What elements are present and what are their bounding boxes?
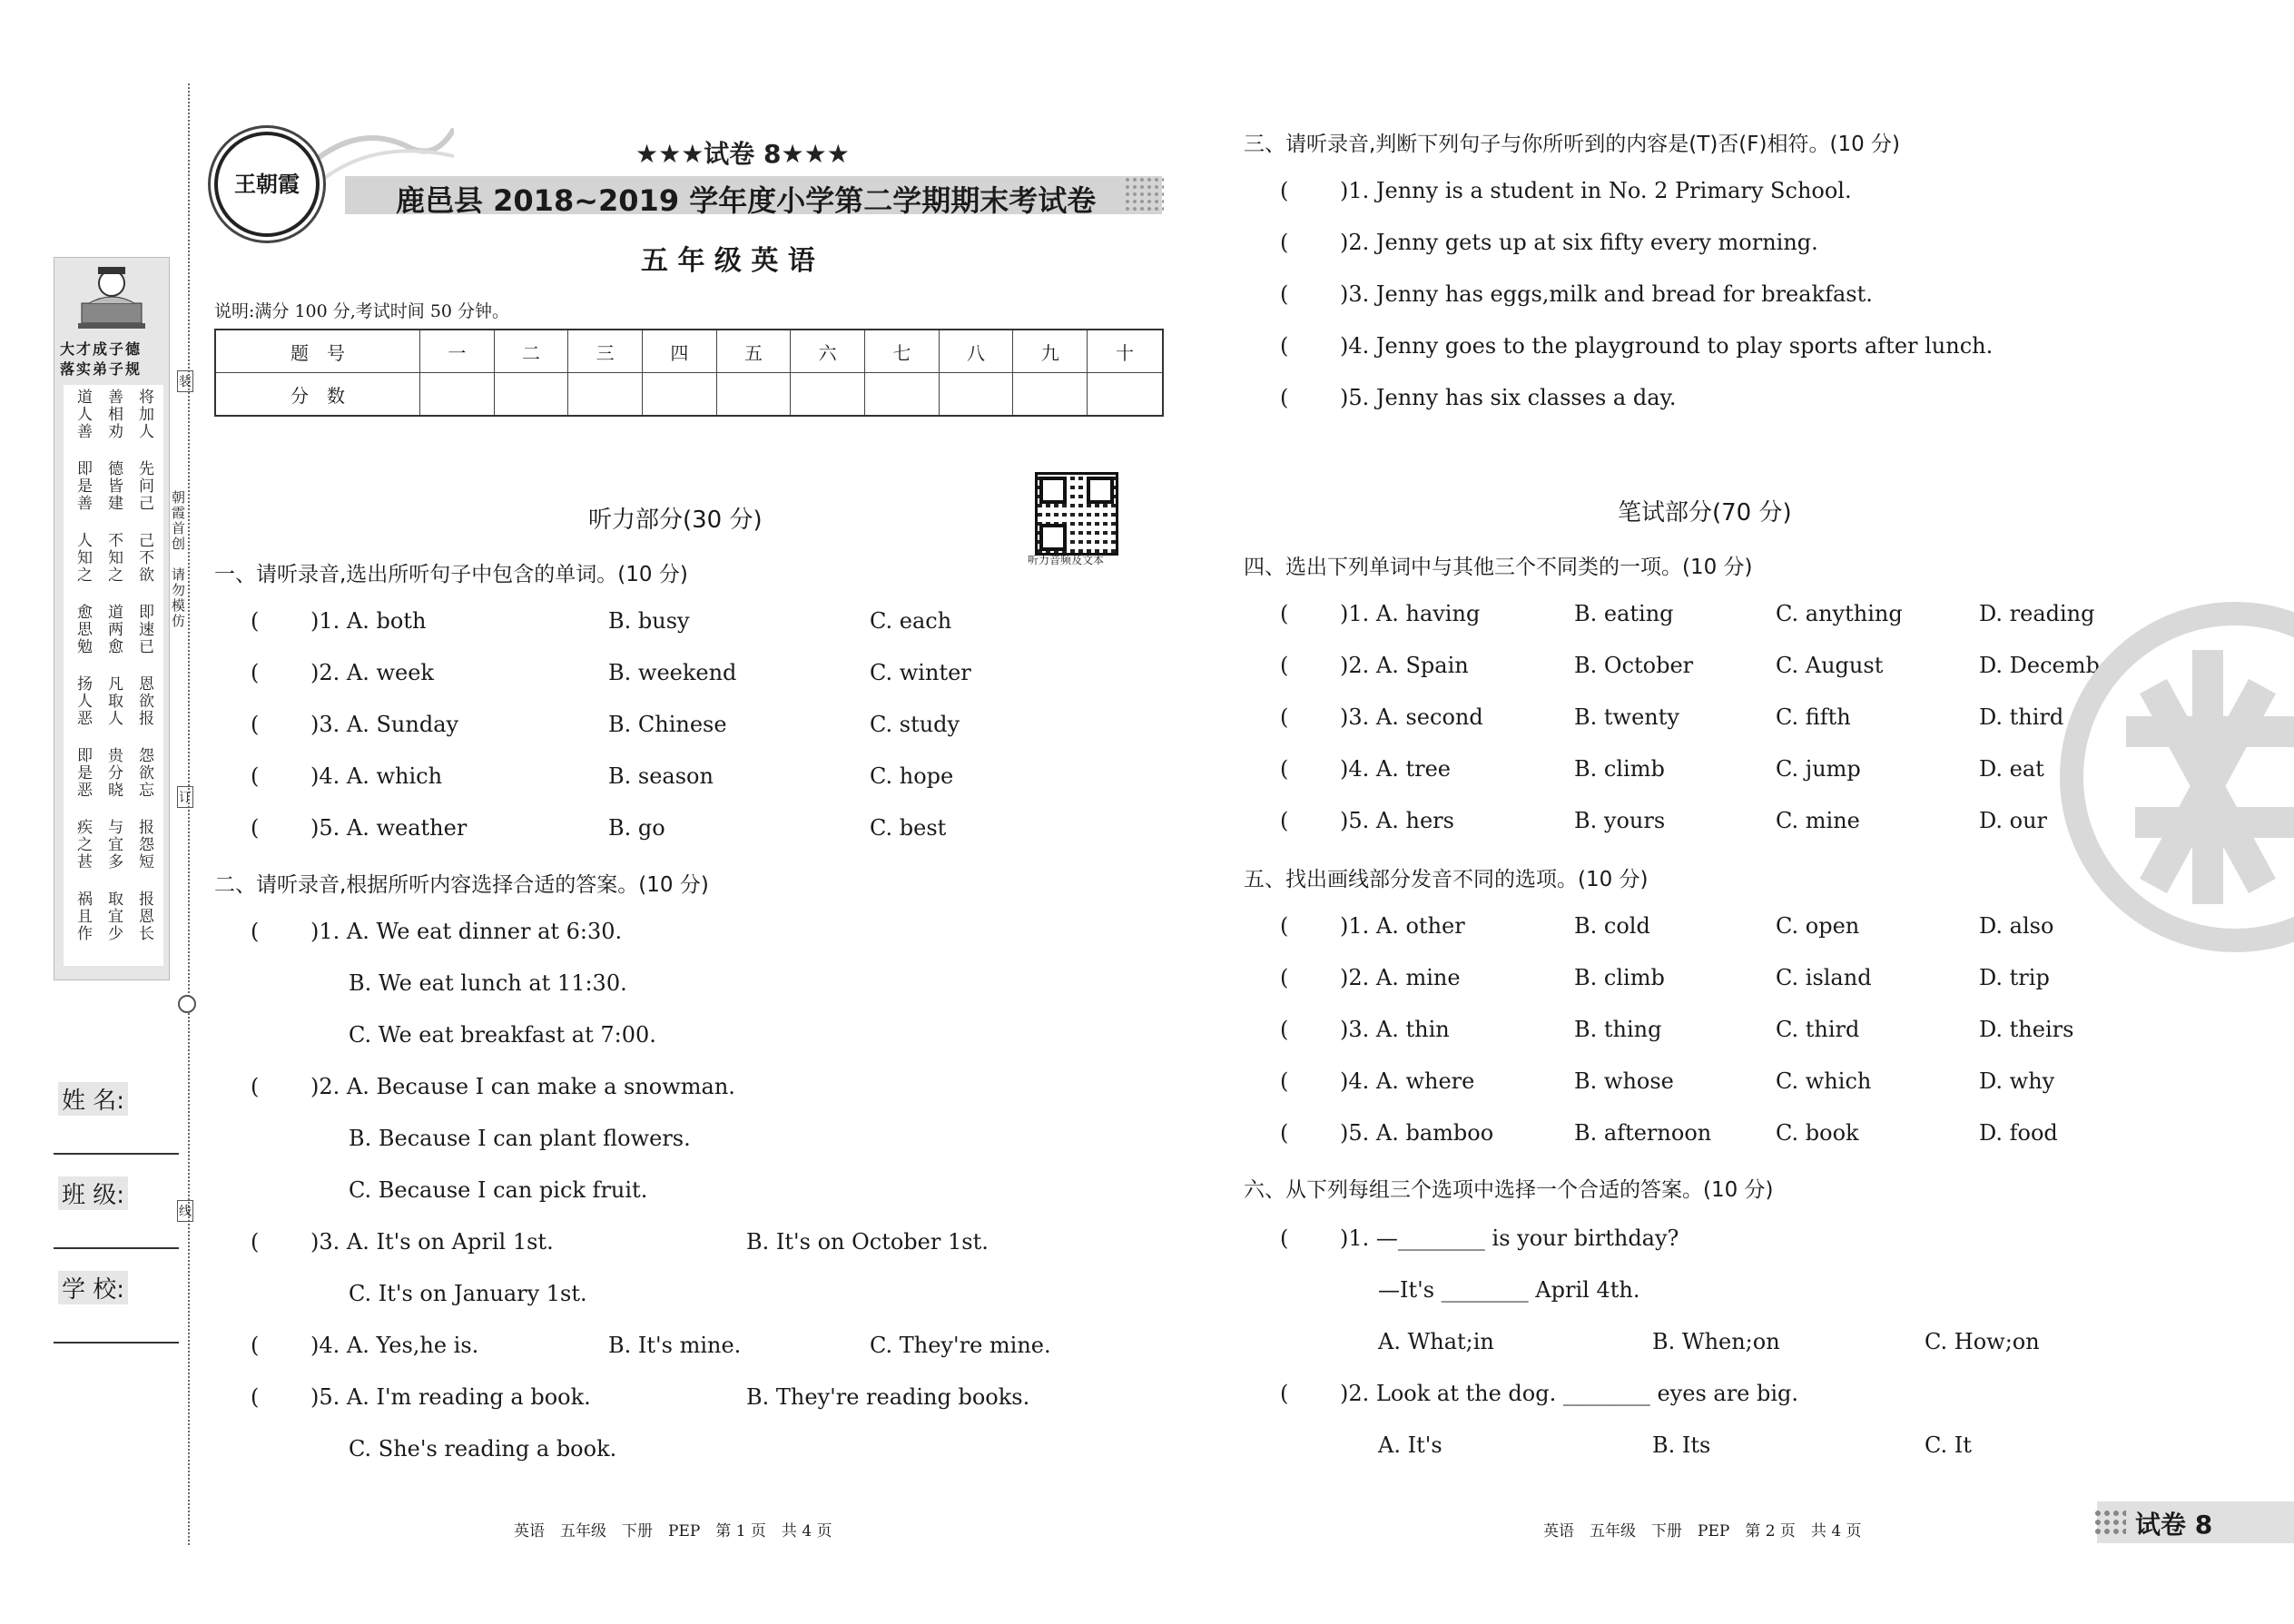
binding-label-2: 订 [177, 786, 193, 808]
answer-blank[interactable]: ( [1280, 385, 1289, 410]
qr-caption: 听力音频及文本 [1028, 554, 1105, 566]
list-item: )1. A. We eat dinner at 6:30. [310, 919, 623, 944]
option-a: )5. A. weather [310, 815, 468, 841]
answer-blank[interactable]: ( [1280, 1225, 1289, 1251]
option-b: B. October [1574, 653, 1694, 678]
part2-title: 二、请听录音,根据所听内容选择合适的答案。(10 分) [214, 873, 709, 897]
list-item: C. Because I can pick fruit. [349, 1177, 648, 1203]
option-c: C. jump [1776, 756, 1861, 782]
answer-blank[interactable]: ( [1280, 178, 1289, 203]
score-header-cell: 四 [643, 330, 717, 373]
paper-title: 鹿邑县 2018~2019 学年度小学第二学期期末考试卷 [396, 183, 1097, 218]
option-a: )3. A. Sunday [310, 712, 459, 737]
list-item: B. It's on October 1st. [746, 1229, 989, 1255]
list-item: C. They're mine. [870, 1333, 1051, 1358]
writing-heading: 笔试部分(70 分) [1618, 499, 1792, 527]
option-a: )1. A. having [1340, 601, 1481, 626]
list-item: C. It's on January 1st. [349, 1281, 587, 1306]
list-item: )4. Jenny goes to the playground to play sports after lunch. [1340, 333, 1994, 359]
option-d: D. third [1979, 704, 2064, 730]
option-c: C. August [1776, 653, 1884, 678]
list-item: B. It's mine. [608, 1333, 742, 1358]
list-item: )5. Jenny has six classes a day. [1340, 385, 1677, 410]
option-c: C. which [1776, 1068, 1872, 1094]
listening-heading: 听力部分(30 分) [588, 507, 763, 534]
part4-title: 四、选出下列单词中与其他三个不同类的一项。(10 分) [1244, 556, 1753, 579]
maxim-column: 怨欲忘 [135, 747, 153, 799]
sidebar-panel [54, 257, 170, 980]
class-field[interactable] [54, 1247, 179, 1249]
maxims [64, 385, 163, 966]
option: C. How;on [1925, 1329, 2040, 1354]
maxim-column: 即是恶 [74, 747, 92, 799]
answer-blank[interactable]: ( [1280, 230, 1289, 255]
answer-blank[interactable]: ( [251, 763, 260, 789]
maxim-column: 道两愈 [104, 604, 123, 655]
answer-blank[interactable]: ( [1280, 808, 1289, 833]
maxim-column: 与宜多 [104, 819, 123, 871]
option-a: )4. A. tree [1340, 756, 1452, 782]
answer-blank[interactable]: ( [251, 919, 260, 944]
part5-title: 五、找出画线部分发音不同的选项。(10 分) [1244, 868, 1649, 891]
answer-blank[interactable]: ( [251, 1074, 260, 1099]
scholar-illustration [71, 263, 153, 336]
brand-logo: 王朝霞 [214, 132, 320, 237]
school-label: 学 校: [58, 1271, 128, 1304]
part3-title: 三、请听录音,判断下列句子与你所听到的内容是(T)否(F)相符。(10 分) [1244, 133, 1901, 156]
maxim-column: 扬人恶 [74, 675, 92, 727]
option-d: D. also [1979, 913, 2054, 939]
header-ribbon-decoration [300, 120, 454, 183]
confidential-stamp [2026, 595, 2294, 959]
title-band-dots [1124, 176, 1164, 214]
answer-blank[interactable]: ( [1280, 601, 1289, 626]
binding-ring-icon [178, 995, 196, 1013]
answer-blank[interactable]: ( [1280, 756, 1289, 782]
name-label: 姓 名: [58, 1082, 128, 1116]
maxim-column: 德皆建 [104, 460, 123, 512]
option-d: D. reading [1979, 601, 2095, 626]
option-b: B. afternoon [1574, 1120, 1712, 1146]
option-d: D. food [1979, 1120, 2058, 1146]
exam-note: 说明:满分 100 分,考试时间 50 分钟。 [214, 301, 510, 321]
binding-label-1: 装 [177, 370, 193, 392]
score-input-cell[interactable] [568, 373, 643, 417]
option-c: C. fifth [1776, 704, 1851, 730]
score-header-cell: 十 [1088, 330, 1163, 373]
footer-badge-dots [2093, 1509, 2126, 1538]
option-a: )2. A. Spain [1340, 653, 1469, 678]
list-item: C. We eat breakfast at 7:00. [349, 1022, 656, 1048]
part6-title: 六、从下列每组三个选项中选择一个合适的答案。(10 分) [1244, 1178, 1774, 1202]
score-input-cell[interactable] [716, 373, 791, 417]
answer-blank[interactable]: ( [1280, 965, 1289, 990]
option-d: D. December [1979, 653, 2123, 678]
answer-blank[interactable]: ( [1280, 1017, 1289, 1042]
list-item: )3. A. It's on April 1st. [310, 1229, 554, 1255]
score-input-cell[interactable] [643, 373, 717, 417]
name-field[interactable] [54, 1153, 179, 1155]
option-d: D. eat [1979, 756, 2044, 782]
list-item: )2. Look at the dog. ________ eyes are big. [1340, 1381, 1799, 1406]
maxim-column: 祸且作 [74, 891, 92, 942]
option-a: )4. A. where [1340, 1068, 1475, 1094]
score-input-cell[interactable] [1088, 373, 1163, 417]
option-c: C. book [1776, 1120, 1859, 1146]
maxim-column: 疾之甚 [74, 819, 92, 871]
option-c: C. winter [870, 660, 971, 685]
fold-text: 朝霞首创 请勿模仿 [170, 490, 186, 629]
motto-2: 落实弟子规 [60, 360, 143, 378]
motto-1: 大才成子德 [60, 340, 143, 358]
option-b: B. twenty [1574, 704, 1679, 730]
option-b: B. whose [1574, 1068, 1674, 1094]
score-header-cell: 七 [865, 330, 940, 373]
option: A. What;in [1378, 1329, 1494, 1354]
list-item: B. We eat lunch at 11:30. [349, 970, 627, 996]
list-item: )5. A. I'm reading a book. [310, 1384, 591, 1410]
list-item: C. She's reading a book. [349, 1436, 617, 1462]
list-item: —It's ________ April 4th. [1378, 1277, 1640, 1303]
option-c: C. island [1776, 965, 1872, 990]
list-item: )2. A. Because I can make a snowman. [310, 1074, 735, 1099]
list-item: )1. —________ is your birthday? [1340, 1225, 1679, 1251]
answer-blank[interactable]: ( [251, 712, 260, 737]
option: B. When;on [1652, 1329, 1780, 1354]
score-input-cell[interactable] [791, 373, 865, 417]
maxim-column: 报恩长 [135, 891, 153, 942]
option-a: )3. A. second [1340, 704, 1483, 730]
option-a: )2. A. mine [1340, 965, 1461, 990]
qr-code[interactable] [1035, 472, 1118, 556]
option-c: C. hope [870, 763, 954, 789]
maxim-column: 凡取人 [104, 675, 123, 727]
score-header-cell: 一 [419, 330, 494, 373]
score-header-cell: 九 [1013, 330, 1088, 373]
option-c: C. mine [1776, 808, 1860, 833]
answer-blank[interactable]: ( [1280, 1068, 1289, 1094]
score-header-cell: 五 [716, 330, 791, 373]
option-b: B. eating [1574, 601, 1674, 626]
score-input-cell[interactable] [939, 373, 1013, 417]
answer-blank[interactable]: ( [1280, 704, 1289, 730]
option: B. Its [1652, 1432, 1711, 1458]
answer-blank[interactable]: ( [1280, 1120, 1289, 1146]
score-input-cell[interactable] [1013, 373, 1088, 417]
maxim-column: 人知之 [74, 532, 92, 584]
answer-blank[interactable]: ( [251, 608, 260, 634]
footer-right: 英语 五年级 下册 PEP 第 2 页 共 4 页 [1543, 1522, 1862, 1540]
option-d: D. our [1979, 808, 2048, 833]
option-b: B. climb [1574, 756, 1665, 782]
maxim-column: 不知之 [104, 532, 123, 584]
footer-left: 英语 五年级 下册 PEP 第 1 页 共 4 页 [514, 1522, 832, 1540]
list-item: B. They're reading books. [746, 1384, 1030, 1410]
option-a: )3. A. thin [1340, 1017, 1450, 1042]
footer-badge: 试卷 8 [2135, 1510, 2213, 1540]
maxim-column: 道人善 [74, 389, 92, 440]
option-b: B. season [608, 763, 714, 789]
option-a: )1. A. both [310, 608, 427, 634]
paper-series: ★★★试卷 8★★★ [635, 139, 850, 169]
paper-subject: 五 年 级 英 语 [641, 245, 815, 277]
class-label: 班 级: [58, 1176, 128, 1210]
answer-blank[interactable]: ( [251, 1229, 260, 1255]
option-b: B. cold [1574, 913, 1650, 939]
score-header-cell: 六 [791, 330, 865, 373]
score-input-cell[interactable] [865, 373, 940, 417]
option-a: )2. A. week [310, 660, 434, 685]
option-b: B. yours [1574, 808, 1666, 833]
score-label-cell: 分 数 [215, 373, 419, 417]
score-header-cell: 题 号 [215, 330, 419, 373]
maxim-column: 恩欲报 [135, 675, 153, 727]
maxim-column: 己不欲 [135, 532, 153, 584]
maxim-column: 将加人 [135, 389, 153, 440]
option: A. It's [1378, 1432, 1442, 1458]
maxim-column: 即是善 [74, 460, 92, 512]
option-d: D. why [1979, 1068, 2055, 1094]
maxim-column: 即速已 [135, 604, 153, 655]
answer-blank[interactable]: ( [251, 1333, 260, 1358]
option-c: C. best [870, 815, 947, 841]
score-input-cell[interactable] [419, 373, 494, 417]
list-item: )4. A. Yes,he is. [310, 1333, 479, 1358]
option-b: B. climb [1574, 965, 1665, 990]
score-header-cell: 二 [494, 330, 568, 373]
list-item: B. Because I can plant flowers. [349, 1126, 691, 1151]
binding-dashed-line [188, 84, 190, 1545]
option-b: B. go [608, 815, 665, 841]
maxim-column: 善相劝 [104, 389, 123, 440]
option-b: B. thing [1574, 1017, 1662, 1042]
maxim-column: 贵分晓 [104, 747, 123, 799]
option: C. It [1925, 1432, 1972, 1458]
maxim-column: 先问己 [135, 460, 153, 512]
answer-blank[interactable]: ( [1280, 281, 1289, 307]
maxim-column: 愈思勉 [74, 604, 92, 655]
list-item: )2. Jenny gets up at six fifty every morning. [1340, 230, 1818, 255]
maxim-column: 报怨短 [135, 819, 153, 871]
answer-blank[interactable]: ( [1280, 653, 1289, 678]
option-a: )4. A. which [310, 763, 443, 789]
answer-blank[interactable]: ( [1280, 913, 1289, 939]
school-field[interactable] [54, 1342, 179, 1343]
list-item: )1. Jenny is a student in No. 2 Primary School. [1340, 178, 1852, 203]
score-header-cell: 三 [568, 330, 643, 373]
answer-blank[interactable]: ( [251, 815, 260, 841]
option-c: C. each [870, 608, 952, 634]
maxim-column: 取宜少 [104, 891, 123, 942]
score-input-cell[interactable] [494, 373, 568, 417]
answer-blank[interactable]: ( [1280, 1381, 1289, 1406]
part1-title: 一、请听录音,选出所听句子中包含的单词。(10 分) [214, 563, 688, 586]
option-d: D. theirs [1979, 1017, 2074, 1042]
option-a: )5. A. bamboo [1340, 1120, 1494, 1146]
option-a: )5. A. hers [1340, 808, 1454, 833]
option-a: )1. A. other [1340, 913, 1465, 939]
answer-blank[interactable]: ( [1280, 333, 1289, 359]
score-header-cell: 八 [939, 330, 1013, 373]
score-table [214, 329, 1164, 417]
option-c: C. anything [1776, 601, 1903, 626]
option-b: B. Chinese [608, 712, 727, 737]
option-b: B. weekend [608, 660, 737, 685]
option-b: B. busy [608, 608, 690, 634]
answer-blank[interactable]: ( [251, 1384, 260, 1410]
option-c: C. study [870, 712, 960, 737]
option-c: C. third [1776, 1017, 1860, 1042]
list-item: )3. Jenny has eggs,milk and bread for breakfast. [1340, 281, 1873, 307]
binding-label-3: 线 [177, 1200, 193, 1222]
option-d: D. trip [1979, 965, 2050, 990]
option-c: C. open [1776, 913, 1860, 939]
answer-blank[interactable]: ( [251, 660, 260, 685]
